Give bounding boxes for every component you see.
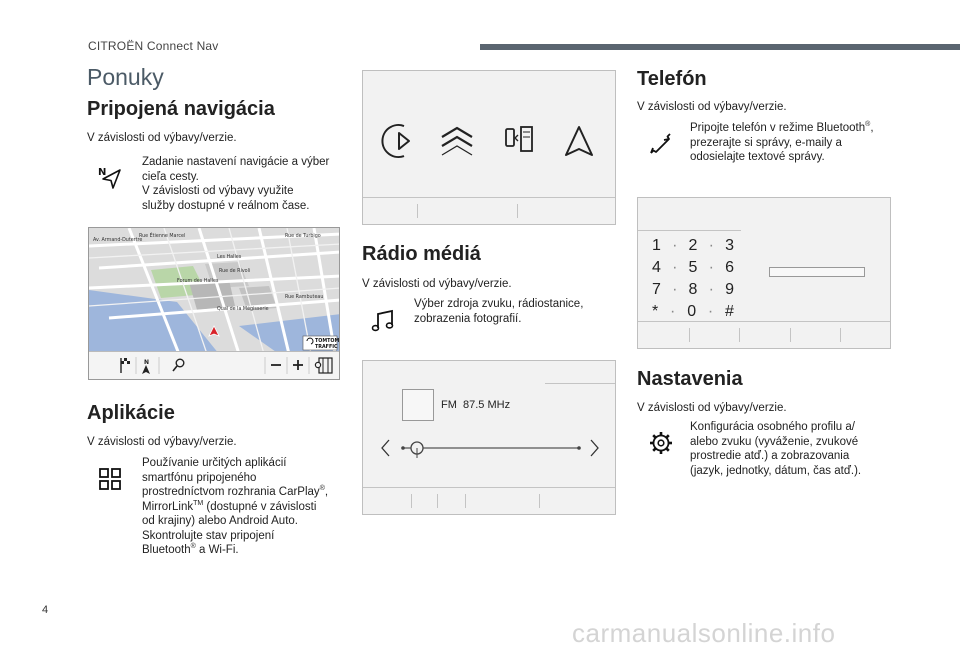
map-label: Rue Étienne Marcel xyxy=(139,234,186,239)
settings-description xyxy=(690,420,861,478)
watermark: carmanualsonline.info xyxy=(572,618,836,648)
settings-intro: V závislosti od výbavy/verzie. xyxy=(637,402,787,414)
page-title: Ponuky xyxy=(87,64,164,90)
apps-desc-line: MirrorLink™ (dostupné v závislosti xyxy=(142,499,317,513)
map-toolbar xyxy=(89,351,339,379)
citroen-logo-icon xyxy=(442,128,472,155)
next-station-icon[interactable] xyxy=(591,440,598,456)
keypad-key[interactable]: 2 xyxy=(688,237,698,254)
apps-grid-icon xyxy=(98,467,122,491)
keypad-key[interactable]: 6 xyxy=(725,259,734,276)
map-label: Rue de Turbigo xyxy=(285,234,321,239)
settings-desc-line: Konfigurácia osobného profilu a/ xyxy=(690,421,855,433)
settings-desc-line: alebo zvuku (vyváženie, zvukové xyxy=(690,435,859,448)
radio-frequency-display: FM 87.5 MHz xyxy=(441,399,511,411)
settings-desc-line: (jazyk, jednotky, dátum, čas atď.). xyxy=(690,464,862,477)
phone-keypad: 1 · 2 · 3 4 · 5 · 6 7 · 8 · 9 * · 0 · # xyxy=(648,235,738,323)
phone-desc-line: Pripojte telefón v režime Bluetooth®, xyxy=(690,121,874,134)
phone-intro: V závislosti od výbavy/verzie. xyxy=(637,101,787,113)
gear-icon xyxy=(648,430,674,456)
navigation-desc-line: Zadanie nastavení navigácie a výber xyxy=(142,156,330,168)
keypad-key[interactable]: 1 xyxy=(652,237,661,254)
phone-description xyxy=(690,121,874,165)
android-auto-icon[interactable] xyxy=(566,127,592,155)
keypad-key[interactable]: # xyxy=(725,303,734,320)
map-label: Rue de Rivoli xyxy=(219,269,251,274)
map-label: Av. Armand-Dutertre xyxy=(93,238,143,243)
keypad-key[interactable]: 5 xyxy=(688,259,698,276)
zoom-in-icon[interactable] xyxy=(293,360,303,370)
keypad-key[interactable]: 9 xyxy=(725,281,734,298)
traffic-badge-text: TRAFFIC xyxy=(315,345,338,350)
phone-icon xyxy=(648,132,672,156)
header-brand: CITROËN Connect Nav xyxy=(88,39,219,53)
station-logo-placeholder xyxy=(402,389,434,421)
apps-title: Aplikácie xyxy=(87,402,175,424)
phone-desc-line: prezerajte si správy, e-maily a xyxy=(690,136,842,149)
navigation-map-screenshot xyxy=(88,227,340,380)
navigation-description xyxy=(142,155,329,213)
settings-title: Nastavenia xyxy=(637,368,743,390)
apps-desc-line: Skontrolujte stav pripojení xyxy=(142,529,275,542)
keypad-key[interactable]: 8 xyxy=(688,281,698,298)
apps-desc-line: smartfónu pripojeného xyxy=(142,471,257,484)
navigation-icon xyxy=(98,166,122,190)
apps-desc-line: Bluetooth® a Wi-Fi. xyxy=(142,543,239,556)
traffic-badge-text: TOMTOM xyxy=(315,339,340,344)
apps-intro: V závislosti od výbavy/verzie. xyxy=(87,436,237,448)
apps-desc-line: prostredníctvom rozhrania CarPlay®, xyxy=(142,485,329,498)
keypad-key[interactable]: 4 xyxy=(652,259,661,276)
navigation-desc-line: V závislosti od výbavy využite xyxy=(142,185,294,197)
svg-text:N: N xyxy=(144,359,150,366)
keypad-key[interactable]: * xyxy=(652,303,659,320)
apps-desc-line: od krajiny) alebo Android Auto. xyxy=(142,515,298,527)
keypad-key[interactable]: 3 xyxy=(725,237,734,254)
radio-description xyxy=(414,297,583,326)
phone-number-field[interactable] xyxy=(769,267,865,277)
mirrorlink-icon[interactable] xyxy=(506,127,532,151)
radio-title: Rádio médiá xyxy=(362,243,481,265)
keypad-key[interactable]: 0 xyxy=(687,303,697,320)
apps-desc-line: Používanie určitých aplikácií xyxy=(142,457,287,469)
map-label: Forum des Halles xyxy=(177,279,219,284)
carplay-icon[interactable] xyxy=(382,125,409,157)
radio-intro: V závislosti od výbavy/verzie. xyxy=(362,278,512,290)
radio-desc-line: zobrazenia fotografií. xyxy=(414,312,522,325)
page-number: 4 xyxy=(42,604,49,616)
apps-description xyxy=(142,456,328,558)
keypad-key[interactable]: 7 xyxy=(652,281,661,298)
phone-title: Telefón xyxy=(637,68,707,90)
music-note-icon xyxy=(371,308,395,332)
header-bar xyxy=(480,44,960,50)
apps-screen-panel xyxy=(362,70,616,225)
radio-screen-panel xyxy=(362,360,616,515)
navigation-title: Pripojená navigácia xyxy=(87,98,275,120)
navigation-desc-line: služby dostupné v reálnom čase. xyxy=(142,199,310,212)
radio-desc-line: Výber zdroja zvuku, rádiostanice, xyxy=(414,298,584,310)
search-icon[interactable] xyxy=(173,359,184,371)
navigation-intro: V závislosti od výbavy/verzie. xyxy=(87,132,237,144)
phone-screen-panel xyxy=(637,197,891,349)
previous-station-icon[interactable] xyxy=(382,440,389,456)
svg-text:N: N xyxy=(98,167,107,178)
navigation-desc-line: cieľa cesty. xyxy=(142,170,199,183)
map-settings-icon[interactable] xyxy=(315,358,332,373)
map-label: Les Halles xyxy=(217,255,242,260)
map-label: Rue Rambuteau xyxy=(285,295,324,300)
settings-desc-line: prostredie atď.) a zobrazovania xyxy=(690,450,850,462)
map-label: Quai de la Mégisserie xyxy=(217,307,269,312)
compass-north-icon[interactable] xyxy=(142,359,150,374)
phone-desc-line: odosielajte textové správy. xyxy=(690,151,825,163)
checkered-flag-icon[interactable] xyxy=(121,358,130,373)
